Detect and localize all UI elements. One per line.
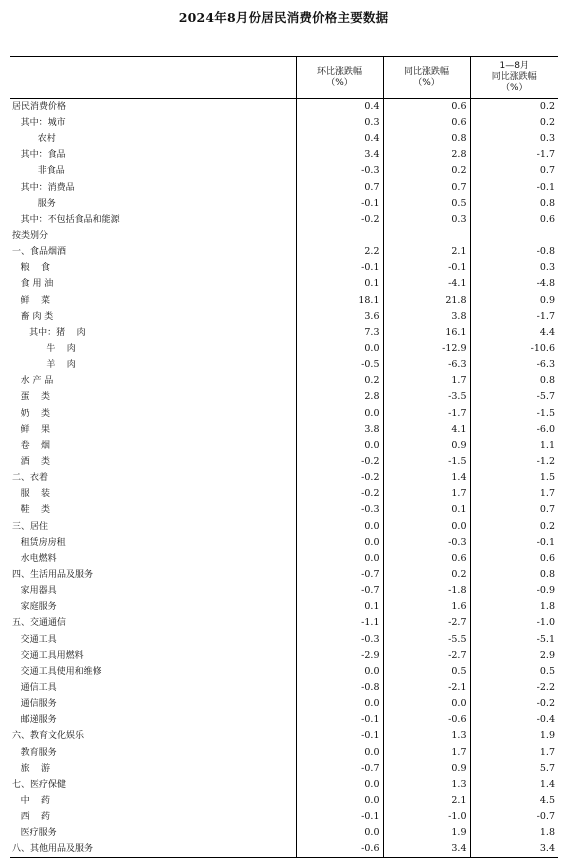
row-mom-value: 2.8 [296,389,383,405]
row-yoy-value: 0.1 [383,502,470,518]
row-mom-value: -0.1 [296,712,383,728]
row-label: 交通工具使用和维修 [12,666,102,677]
row-label: 食 用 油 [12,279,54,290]
row-yoy-value: 16.1 [383,325,470,341]
row-label: 按类别分 [12,231,49,242]
row-label: 鞋 类 [12,505,51,516]
row-yoy-value: 0.5 [383,196,470,212]
row-label: 三、居住 [12,521,49,532]
row-ytd-value: 4.4 [470,325,558,341]
header-ytd-period: 1—8月 [499,61,529,71]
row-label: 中 药 [12,795,51,806]
row-label: 六、教育文化娱乐 [12,731,85,742]
header-yoy-line: 同比涨跌幅 [403,66,449,77]
row-yoy-value: 1.7 [383,744,470,760]
row-label: 四、生活用品及服务 [12,570,94,580]
row-mom-value: -2.9 [296,648,383,664]
row-mom-value: -0.7 [296,761,383,777]
row-mom-value: -0.1 [296,728,383,744]
table-row [10,664,558,680]
row-yoy-value: -1.7 [383,406,470,422]
row-ytd-value: 0.2 [470,99,558,116]
table-header-row [10,57,558,99]
row-mom-value: 0.0 [296,777,383,793]
row-label: 农村 [12,134,56,145]
row-ytd-value: -4.8 [470,276,558,292]
row-ytd-value: -1.2 [470,454,558,470]
row-ytd-value: -0.2 [470,696,558,712]
row-ytd-value: -1.7 [470,309,558,325]
row-mom-value: 0.4 [296,131,383,147]
row-mom-value: -0.1 [296,260,383,276]
row-label: 其中：猪 肉 [12,327,86,338]
table-row [10,841,558,858]
row-label: 旅 游 [12,763,51,774]
row-yoy-value: 0.9 [383,761,470,777]
row-yoy-value: 0.8 [383,131,470,147]
row-ytd-value: 1.8 [470,599,558,615]
table-row [10,438,558,454]
table-row [10,228,558,244]
row-label: 居民消费价格 [12,102,67,112]
row-ytd-value: 0.9 [470,293,558,309]
row-yoy-value: 0.6 [383,99,470,116]
table-row [10,680,558,696]
header-ytd-unit: （%） [500,83,528,93]
row-ytd-value: 0.3 [470,131,558,147]
row-yoy-value: 0.0 [383,519,470,535]
table-row [10,535,558,551]
row-ytd-value: 0.2 [470,115,558,131]
row-label: 教育服务 [12,747,57,758]
row-label: 非食品 [12,166,65,177]
row-yoy-value: 0.6 [383,115,470,131]
row-label: 服 装 [12,489,51,500]
row-mom-value: 0.0 [296,744,383,760]
row-ytd-value: 0.6 [470,212,558,228]
table-row [10,99,558,116]
row-ytd-value: 5.7 [470,761,558,777]
row-mom-value: 7.3 [296,325,383,341]
row-yoy-value: -2.7 [383,615,470,631]
row-mom-value: 3.8 [296,422,383,438]
row-yoy-value: -2.1 [383,680,470,696]
row-ytd-value: -1.5 [470,406,558,422]
table-row [10,163,558,179]
row-label: 家庭服务 [12,602,57,613]
row-mom-value: -0.1 [296,809,383,825]
row-mom-value: 0.1 [296,276,383,292]
header-ytd-line: 同比涨跌幅 [491,72,537,82]
row-ytd-value: -0.7 [470,809,558,825]
row-label: 医疗服务 [12,828,57,839]
row-label: 鲜 菜 [12,295,51,306]
row-mom-value: 0.3 [296,115,383,131]
row-ytd-value: -6.3 [470,357,558,373]
row-yoy-value: 1.7 [383,486,470,502]
row-mom-value: -0.7 [296,583,383,599]
row-yoy-value: 1.3 [383,777,470,793]
row-ytd-value [470,228,558,244]
row-label: 西 药 [12,812,51,823]
row-ytd-value: 0.8 [470,373,558,389]
row-mom-value: -0.5 [296,357,383,373]
row-mom-value: 0.0 [296,551,383,567]
row-ytd-value: 1.7 [470,744,558,760]
row-yoy-value: 0.9 [383,438,470,454]
row-mom-value: -0.2 [296,212,383,228]
table-row [10,502,558,518]
table-row [10,180,558,196]
table-row [10,131,558,147]
row-label: 卷 烟 [12,440,51,451]
row-label: 租赁房房租 [12,537,66,548]
row-label: 其中：消费品 [12,182,75,193]
row-yoy-value: 1.3 [383,728,470,744]
row-mom-value: -0.2 [296,470,383,486]
table-row [10,147,558,163]
cpi-table [10,56,558,858]
row-mom-value: -0.8 [296,680,383,696]
row-label: 交通工具用燃料 [12,650,84,661]
table-row [10,293,558,309]
table-row [10,809,558,825]
row-yoy-value: 1.4 [383,470,470,486]
row-label: 鲜 果 [12,424,51,435]
row-mom-value: 0.1 [296,599,383,615]
row-ytd-value: 4.5 [470,793,558,809]
row-label: 酒 类 [12,457,51,468]
page-title: 2024年8月份居民消费价格主要数据 [178,10,389,25]
table-row [10,632,558,648]
row-mom-value: 18.1 [296,293,383,309]
table-row [10,599,558,615]
row-label: 其中：食品 [12,150,66,161]
table-row [10,615,558,631]
row-yoy-value: -2.7 [383,648,470,664]
row-label: 交通工具 [12,634,57,645]
row-yoy-value: 1.6 [383,599,470,615]
header-mom [296,57,383,99]
row-mom-value: 0.0 [296,793,383,809]
table-row [10,357,558,373]
row-yoy-value: -1.8 [383,583,470,599]
row-yoy-value: -4.1 [383,276,470,292]
row-ytd-value: -0.1 [470,535,558,551]
row-ytd-value: 3.4 [470,841,558,858]
table-row [10,260,558,276]
row-yoy-value: 3.4 [383,841,470,858]
row-ytd-value: 1.8 [470,825,558,841]
row-mom-value: -0.3 [296,163,383,179]
row-ytd-value: -6.0 [470,422,558,438]
row-label: 水电燃料 [12,553,57,564]
row-label: 其中：不包括食品和能源 [12,214,120,225]
row-label: 其中：城市 [12,118,66,129]
table-row [10,761,558,777]
row-ytd-value: 0.3 [470,260,558,276]
row-yoy-value: 0.5 [383,664,470,680]
row-label: 牛 肉 [12,344,76,355]
row-yoy-value: -3.5 [383,389,470,405]
table-row [10,567,558,583]
row-yoy-value: 3.8 [383,309,470,325]
table-row [10,309,558,325]
row-yoy-value: -1.5 [383,454,470,470]
table-row [10,583,558,599]
row-ytd-value: -5.1 [470,632,558,648]
row-label: 羊 肉 [12,360,76,371]
table-row [10,422,558,438]
table-row [10,728,558,744]
row-ytd-value: -0.9 [470,583,558,599]
row-label: 二、衣着 [12,473,49,484]
row-ytd-value: -1.0 [470,615,558,631]
row-label: 服务 [12,198,56,209]
row-mom-value: 0.0 [296,535,383,551]
table-row [10,196,558,212]
row-yoy-value: 21.8 [383,293,470,309]
row-yoy-value: 0.2 [383,567,470,583]
row-yoy-value: -0.3 [383,535,470,551]
table-row [10,793,558,809]
row-yoy-value: -5.5 [383,632,470,648]
row-mom-value: -0.6 [296,841,383,858]
row-yoy-value: 1.9 [383,825,470,841]
table-row [10,648,558,664]
row-mom-value: -0.2 [296,486,383,502]
row-label: 一、食品烟酒 [12,247,67,258]
row-mom-value: 0.4 [296,99,383,116]
row-ytd-value: -0.1 [470,180,558,196]
row-mom-value: 0.0 [296,438,383,454]
row-mom-value: -0.2 [296,454,383,470]
row-yoy-value: 0.3 [383,212,470,228]
header-mom-line: 环比涨跌幅 [316,66,362,77]
table-row [10,712,558,728]
row-mom-value: 0.7 [296,180,383,196]
header-ytd [470,57,558,99]
row-label: 家用器具 [12,586,57,597]
row-mom-value: 2.2 [296,244,383,260]
row-label: 通信工具 [12,682,57,693]
table-row [10,389,558,405]
table-row [10,325,558,341]
row-yoy-value: -0.1 [383,260,470,276]
row-yoy-value: 0.2 [383,163,470,179]
row-ytd-value: 0.5 [470,664,558,680]
row-ytd-value: 1.1 [470,438,558,454]
row-mom-value: 0.0 [296,664,383,680]
row-mom-value: -1.1 [296,615,383,631]
table-row [10,519,558,535]
row-yoy-value [383,228,470,244]
row-ytd-value: 1.7 [470,486,558,502]
row-ytd-value: -2.2 [470,680,558,696]
row-ytd-value: -10.6 [470,341,558,357]
row-yoy-value: -6.3 [383,357,470,373]
header-mom-unit: （%） [326,77,353,88]
row-mom-value [296,228,383,244]
row-mom-value: 0.0 [296,406,383,422]
row-ytd-value: 1.5 [470,470,558,486]
table-row [10,244,558,260]
table-row [10,486,558,502]
row-yoy-value: 2.1 [383,793,470,809]
row-ytd-value: 0.8 [470,567,558,583]
header-yoy [383,57,470,99]
header-yoy-unit: （%） [413,77,440,88]
row-yoy-value: -0.6 [383,712,470,728]
row-yoy-value: -1.0 [383,809,470,825]
row-mom-value: 0.2 [296,373,383,389]
header-item [10,57,296,99]
row-label: 粮 食 [12,263,51,274]
row-ytd-value: 0.7 [470,502,558,518]
row-mom-value: 0.0 [296,825,383,841]
row-ytd-value: 0.6 [470,551,558,567]
table-row [10,115,558,131]
table-row [10,454,558,470]
row-yoy-value: 2.1 [383,244,470,260]
row-yoy-value: 0.6 [383,551,470,567]
row-ytd-value: 2.9 [470,648,558,664]
row-label: 八、其他用品及服务 [10,841,296,858]
table-row [10,373,558,389]
row-ytd-value: 0.7 [470,163,558,179]
table-row [10,696,558,712]
row-yoy-value: 1.7 [383,373,470,389]
row-ytd-value: 0.8 [470,196,558,212]
row-mom-value: 3.6 [296,309,383,325]
row-ytd-value: -0.4 [470,712,558,728]
row-label: 通信服务 [12,699,57,710]
table-row [10,825,558,841]
row-yoy-value: 4.1 [383,422,470,438]
row-label: 蛋 类 [12,392,51,403]
row-ytd-value: 1.4 [470,777,558,793]
row-mom-value: 0.0 [296,519,383,535]
row-mom-value: -0.3 [296,502,383,518]
row-yoy-value: 0.0 [383,696,470,712]
row-label: 水 产 品 [12,376,54,387]
row-label: 五、交通通信 [12,618,67,629]
row-yoy-value: -12.9 [383,341,470,357]
row-ytd-value: 0.2 [470,519,558,535]
table-row [10,276,558,292]
row-ytd-value: 1.9 [470,728,558,744]
row-ytd-value: -0.8 [470,244,558,260]
table-row [10,777,558,793]
row-label: 奶 类 [12,408,51,419]
row-mom-value: -0.7 [296,567,383,583]
row-label: 七、医疗保健 [12,779,67,790]
row-mom-value: -0.1 [296,196,383,212]
row-yoy-value: 2.8 [383,147,470,163]
table-row [10,470,558,486]
row-mom-value: 3.4 [296,147,383,163]
table-row [10,341,558,357]
table-row [10,551,558,567]
row-label: 畜 肉 类 [12,311,54,322]
row-ytd-value: -5.7 [470,389,558,405]
row-label: 邮递服务 [12,715,57,726]
row-ytd-value: -1.7 [470,147,558,163]
table-row [10,406,558,422]
row-yoy-value: 0.7 [383,180,470,196]
row-mom-value: -0.3 [296,632,383,648]
table-row [10,212,558,228]
table-row [10,744,558,760]
row-mom-value: 0.0 [296,341,383,357]
row-mom-value: 0.0 [296,696,383,712]
